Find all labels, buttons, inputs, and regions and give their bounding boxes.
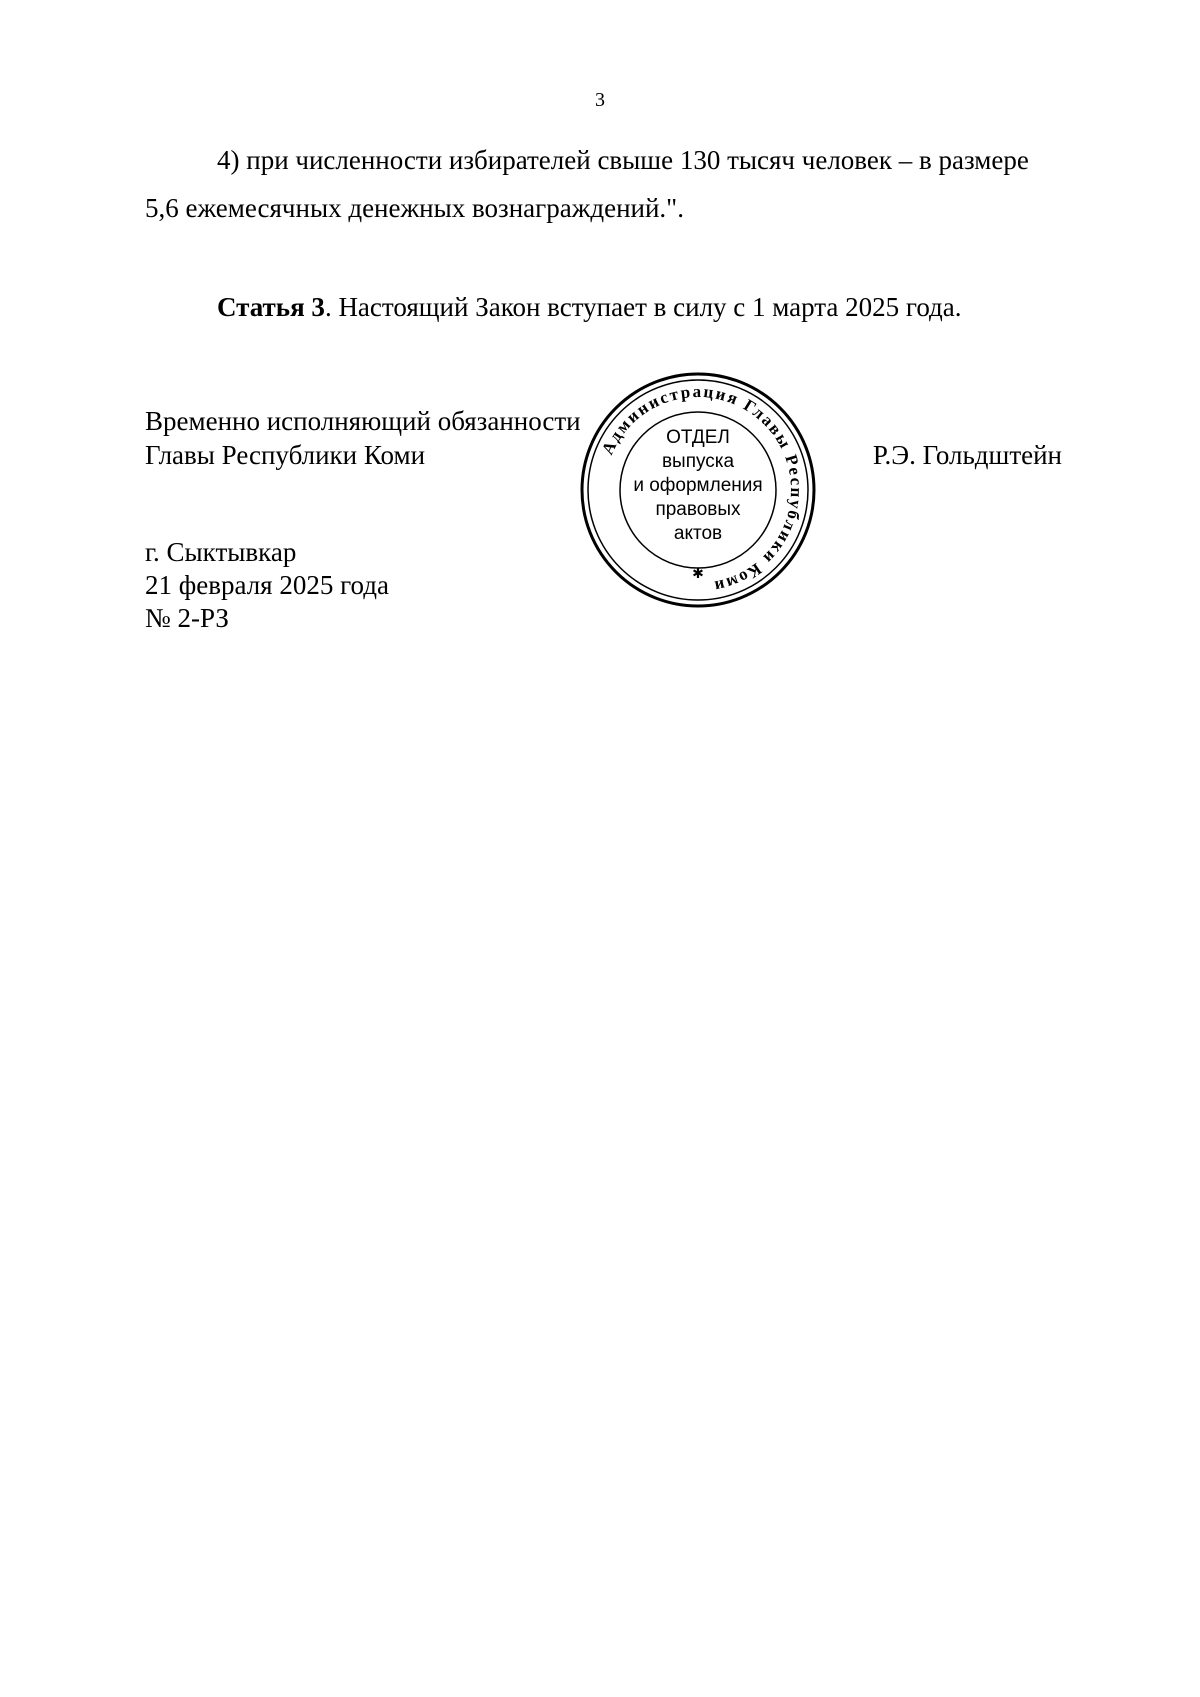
svg-text:правовых: правовых: [655, 499, 741, 520]
item-4-paragraph: [145, 136, 1065, 232]
law-number: № 2-РЗ: [145, 603, 229, 633]
article-3-text: . Настоящий Закон вступает в силу с 1 марта 2025 года.: [324, 292, 962, 322]
date: 21 февраля 2025 года: [145, 570, 389, 600]
article-3-label: Статья 3: [217, 292, 325, 322]
article-3-paragraph: [145, 283, 1065, 331]
seal-ring-text: Администрация Главы Республики Коми: [597, 381, 807, 597]
signature-position: [145, 404, 581, 472]
page-number: 3: [595, 89, 605, 111]
position-line-1: Временно исполняющий обязанности: [145, 406, 581, 436]
official-seal-stamp: [578, 370, 818, 610]
article-3-line: [145, 283, 1065, 331]
svg-text:актов: актов: [673, 523, 723, 544]
seal-star-icon: ✱: [692, 566, 704, 582]
seal-graphic: [578, 370, 818, 610]
item-4-line-1: 4) при численности избирателей свыше 130 тысяч человек – в размере: [217, 145, 1029, 175]
svg-text:ОТДЕЛ: ОТДЕЛ: [666, 427, 730, 448]
position-line-2: Главы Республики Коми: [145, 440, 426, 470]
signer-name: Р.Э. Гольдштейн: [872, 440, 1062, 470]
seal-center-text: [633, 427, 762, 544]
place-date-block: [145, 536, 389, 635]
svg-text:и оформления: и оформления: [633, 475, 763, 496]
city: г. Сыктывкар: [145, 537, 297, 567]
item-4-line-2: 5,6 ежемесячных денежных вознаграждений.".: [145, 193, 684, 223]
svg-text:выпуска: выпуска: [661, 451, 735, 472]
